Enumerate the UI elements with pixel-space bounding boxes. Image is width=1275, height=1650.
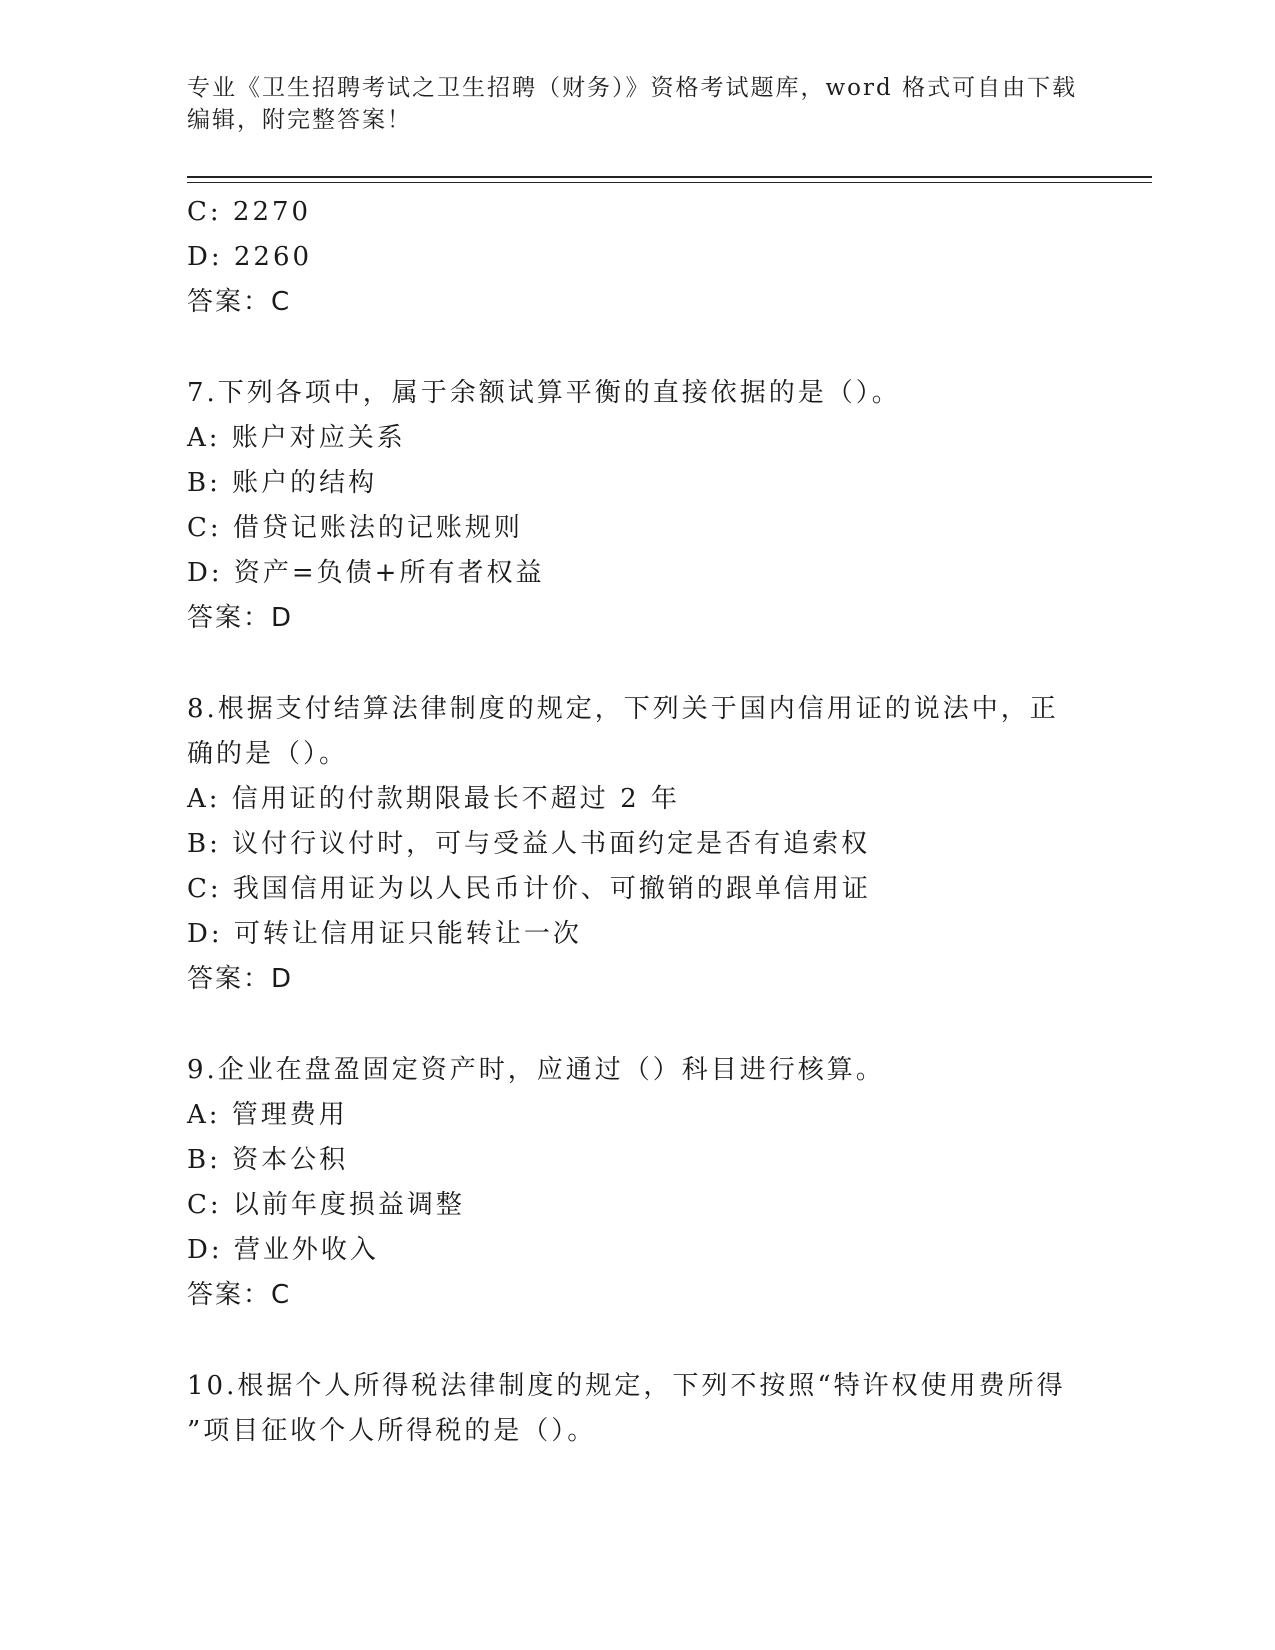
- document-header: [187, 72, 1087, 136]
- answer-line: 答案：C: [187, 287, 292, 317]
- header-divider-thin: [187, 182, 1152, 183]
- header-divider-thick: [187, 176, 1152, 178]
- question-text: 8.根据支付结算法律制度的规定，下列关于国内信用证的说法中，正: [187, 694, 1059, 724]
- header-line-2: 编辑，附完整答案！: [187, 107, 412, 133]
- option-d: D: 资产=负债+所有者权益: [187, 558, 545, 588]
- option-c: C: 我国信用证为以人民币计价、可撤销的跟单信用证: [187, 874, 871, 904]
- question-spacer: [187, 325, 1087, 371]
- option-c: C: 借贷记账法的记账规则: [187, 513, 523, 543]
- answer-line: 答案：D: [187, 964, 294, 994]
- option-c: C: 以前年度损益调整: [187, 1190, 465, 1220]
- question-list: [187, 190, 1087, 1454]
- option-c: C: 2270: [187, 197, 312, 227]
- option-a: A: 管理费用: [187, 1100, 348, 1130]
- question-spacer: [187, 1002, 1087, 1048]
- question-text: 10.根据个人所得税法律制度的规定，下列不按照“特许权使用费所得: [187, 1371, 1066, 1401]
- option-a: A: 信用证的付款期限最长不超过 2 年: [187, 784, 680, 814]
- header-line-1: 专业《卫生招聘考试之卫生招聘（财务）》资格考试题库，word 格式可自由下载: [187, 75, 1078, 101]
- question-spacer: [187, 1318, 1087, 1364]
- question-block-9: [187, 1048, 1087, 1318]
- question-block-8: [187, 687, 1087, 1002]
- answer-line: 答案：D: [187, 603, 294, 633]
- answer-line: 答案：C: [187, 1280, 292, 1310]
- question-text-continued: ”项目征收个人所得税的是（）。: [187, 1416, 597, 1446]
- question-spacer: [187, 641, 1087, 687]
- question-text: 9.企业在盘盈固定资产时，应通过（）科目进行核算。: [187, 1055, 885, 1085]
- option-b: B: 议付行议付时，可与受益人书面约定是否有追索权: [187, 829, 871, 859]
- option-b: B: 账户的结构: [187, 468, 378, 498]
- option-d: D: 营业外收入: [187, 1235, 379, 1265]
- question-text-continued: 确的是（）。: [187, 739, 349, 769]
- question-block-previous: [187, 190, 1087, 325]
- option-b: B: 资本公积: [187, 1145, 349, 1175]
- option-d: D: 2260: [187, 242, 313, 272]
- option-d: D: 可转让信用证只能转让一次: [187, 919, 582, 949]
- question-block-7: [187, 371, 1087, 641]
- question-text: 7.下列各项中，属于余额试算平衡的直接依据的是（）。: [187, 378, 901, 408]
- option-a: A: 账户对应关系: [187, 423, 406, 453]
- question-block-10: [187, 1364, 1087, 1454]
